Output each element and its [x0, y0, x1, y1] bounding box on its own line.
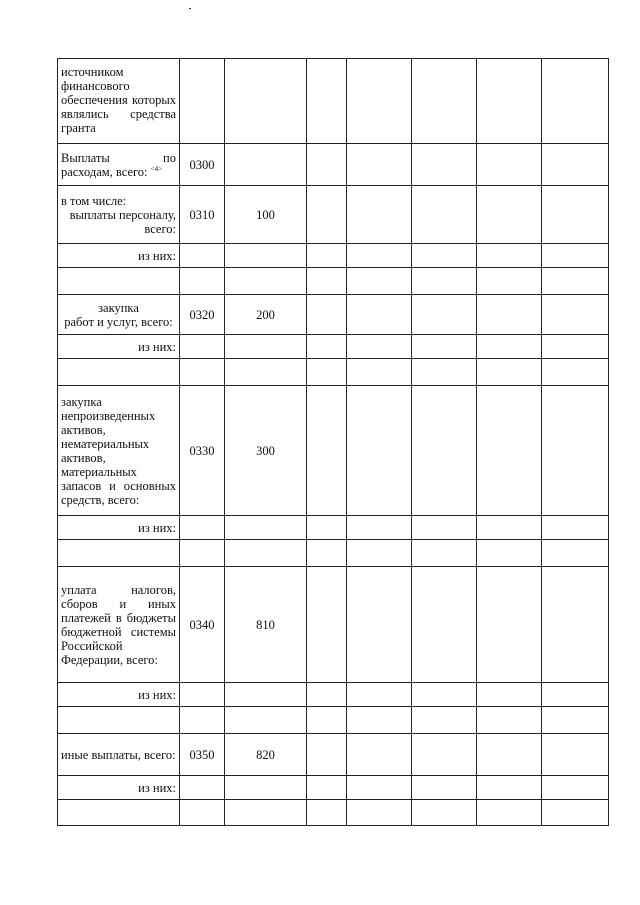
value-cell: [307, 734, 347, 776]
value-cell: [412, 359, 477, 386]
value-cell: [307, 800, 347, 826]
row-kosgu: [225, 540, 307, 567]
row-code: [180, 268, 225, 295]
row-description: уплата налогов, сборов и иных платежей в бюджеты бюджетной системы Российской Федерации, всего:: [58, 567, 180, 683]
value-cell: [347, 295, 412, 335]
row-kosgu: [225, 59, 307, 144]
row-kosgu: [225, 244, 307, 268]
value-cell: [412, 144, 477, 186]
value-cell: [307, 776, 347, 800]
row-code: 0340: [180, 567, 225, 683]
value-cell: [477, 359, 542, 386]
row-kosgu: 100: [225, 186, 307, 244]
row-description: иные выплаты, всего:: [58, 734, 180, 776]
row-kosgu: [225, 776, 307, 800]
value-cell: [477, 186, 542, 244]
grant-expenses-table: [57, 58, 609, 826]
value-cell: [542, 516, 609, 540]
table-row: [58, 186, 609, 244]
table-row: [58, 359, 609, 386]
value-cell: [307, 244, 347, 268]
row-kosgu: 300: [225, 386, 307, 516]
value-cell: [412, 800, 477, 826]
table-row: [58, 567, 609, 683]
value-cell: [307, 295, 347, 335]
value-cell: [477, 244, 542, 268]
value-cell: [542, 359, 609, 386]
value-cell: [307, 359, 347, 386]
row-description: из них:: [58, 776, 180, 800]
scan-speck: [189, 8, 191, 9]
value-cell: [307, 268, 347, 295]
row-description: [58, 359, 180, 386]
value-cell: [347, 776, 412, 800]
value-cell: [477, 516, 542, 540]
value-cell: [412, 186, 477, 244]
value-cell: [542, 186, 609, 244]
table-row: [58, 244, 609, 268]
value-cell: [307, 540, 347, 567]
table-row: [58, 144, 609, 186]
value-cell: [412, 335, 477, 359]
row-description: [58, 707, 180, 734]
value-cell: [307, 567, 347, 683]
value-cell: [412, 244, 477, 268]
value-cell: [347, 707, 412, 734]
table-row: [58, 683, 609, 707]
row-code: 0320: [180, 295, 225, 335]
row-code: [180, 683, 225, 707]
row-code: [180, 59, 225, 144]
value-cell: [412, 540, 477, 567]
value-cell: [412, 567, 477, 683]
value-cell: [347, 359, 412, 386]
value-cell: [347, 268, 412, 295]
row-kosgu: [225, 683, 307, 707]
value-cell: [477, 567, 542, 683]
value-cell: [347, 540, 412, 567]
row-description: [58, 800, 180, 826]
row-code: [180, 359, 225, 386]
value-cell: [412, 59, 477, 144]
value-cell: [347, 335, 412, 359]
value-cell: [542, 386, 609, 516]
value-cell: [412, 268, 477, 295]
row-code: [180, 540, 225, 567]
row-kosgu: [225, 359, 307, 386]
table-row: [58, 800, 609, 826]
row-description-text: выплаты персоналу, всего:: [69, 207, 176, 236]
value-cell: [412, 734, 477, 776]
table-row: [58, 734, 609, 776]
row-code: 0350: [180, 734, 225, 776]
row-description: закупка непроизведенных активов, нематериальных активов, материальных запасов и основных средств, всего:: [58, 386, 180, 516]
value-cell: [412, 776, 477, 800]
table-row: [58, 268, 609, 295]
value-cell: [307, 707, 347, 734]
value-cell: [347, 386, 412, 516]
table-row: [58, 540, 609, 567]
row-description: [58, 268, 180, 295]
value-cell: [542, 683, 609, 707]
row-description: [58, 295, 180, 335]
row-kosgu: 810: [225, 567, 307, 683]
value-cell: [347, 800, 412, 826]
row-code: 0330: [180, 386, 225, 516]
value-cell: [542, 540, 609, 567]
value-cell: [477, 776, 542, 800]
value-cell: [477, 295, 542, 335]
value-cell: [412, 707, 477, 734]
row-code: [180, 244, 225, 268]
row-code: [180, 800, 225, 826]
value-cell: [477, 59, 542, 144]
row-code: 0300: [180, 144, 225, 186]
value-cell: [347, 59, 412, 144]
value-cell: [307, 186, 347, 244]
row-description-lead: в том числе:: [61, 193, 127, 208]
value-cell: [307, 516, 347, 540]
value-cell: [307, 335, 347, 359]
row-description-text: Выплаты по расходам, всего:: [61, 150, 176, 179]
value-cell: [477, 335, 542, 359]
row-description-lead: закупка: [98, 300, 139, 315]
value-cell: [412, 295, 477, 335]
value-cell: [542, 776, 609, 800]
value-cell: [307, 683, 347, 707]
value-cell: [412, 386, 477, 516]
value-cell: [542, 800, 609, 826]
row-kosgu: [225, 144, 307, 186]
row-kosgu: [225, 707, 307, 734]
value-cell: [477, 540, 542, 567]
row-kosgu: [225, 800, 307, 826]
row-description: из них:: [58, 335, 180, 359]
value-cell: [347, 567, 412, 683]
value-cell: [347, 144, 412, 186]
value-cell: [542, 295, 609, 335]
row-code: [180, 707, 225, 734]
row-kosgu: 200: [225, 295, 307, 335]
value-cell: [477, 268, 542, 295]
value-cell: [542, 734, 609, 776]
table-row: [58, 295, 609, 335]
row-code: [180, 516, 225, 540]
row-description: из них:: [58, 683, 180, 707]
value-cell: [307, 59, 347, 144]
value-cell: [542, 268, 609, 295]
value-cell: [347, 186, 412, 244]
table-row: [58, 335, 609, 359]
table-row: [58, 707, 609, 734]
row-description: источником финансового обеспечения которых являлись средства гранта: [58, 59, 180, 144]
value-cell: [412, 516, 477, 540]
table-row: [58, 516, 609, 540]
row-description: [58, 186, 180, 244]
value-cell: [307, 386, 347, 516]
row-code: [180, 335, 225, 359]
value-cell: [347, 683, 412, 707]
row-description: из них:: [58, 244, 180, 268]
value-cell: [477, 683, 542, 707]
row-code: 0310: [180, 186, 225, 244]
row-description-text: работ и услуг, всего:: [64, 314, 173, 329]
value-cell: [477, 144, 542, 186]
value-cell: [347, 734, 412, 776]
row-kosgu: [225, 335, 307, 359]
value-cell: [477, 386, 542, 516]
footnote-mark: <4>: [150, 164, 163, 173]
value-cell: [542, 244, 609, 268]
value-cell: [542, 707, 609, 734]
value-cell: [347, 244, 412, 268]
row-description: [58, 540, 180, 567]
value-cell: [542, 144, 609, 186]
value-cell: [542, 59, 609, 144]
table-row: [58, 386, 609, 516]
row-description: из них:: [58, 516, 180, 540]
row-kosgu: [225, 516, 307, 540]
value-cell: [542, 335, 609, 359]
value-cell: [542, 567, 609, 683]
table-row: [58, 776, 609, 800]
value-cell: [477, 734, 542, 776]
value-cell: [477, 800, 542, 826]
value-cell: [347, 516, 412, 540]
table-row: [58, 59, 609, 144]
row-description: [58, 144, 180, 186]
value-cell: [412, 683, 477, 707]
row-code: [180, 776, 225, 800]
value-cell: [307, 144, 347, 186]
row-kosgu: [225, 268, 307, 295]
value-cell: [477, 707, 542, 734]
row-kosgu: 820: [225, 734, 307, 776]
